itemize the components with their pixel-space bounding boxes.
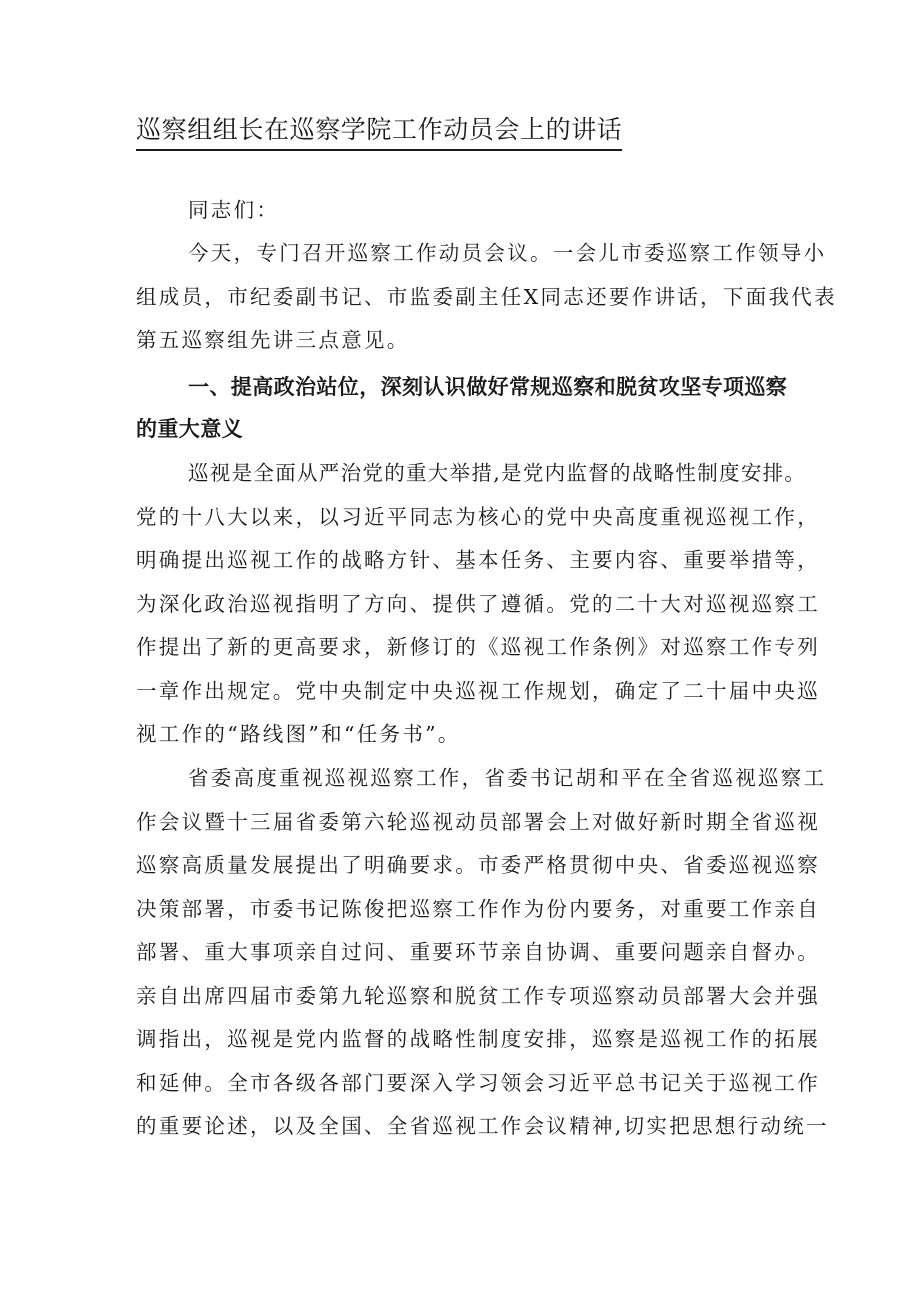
section-heading: 的重大意义 — [136, 417, 243, 441]
greeting: 同志们： — [188, 198, 280, 222]
para2-line: 作提出了新的更高要求，新修订的《巡视工作条例》对巡察工作专列 — [136, 635, 820, 659]
para1-line: 第五巡察组先讲三点意见。 — [136, 328, 410, 352]
para3-line: 作会议暨十三届省委第六轮巡视动员部署会上对做好新时期全省巡视 — [136, 810, 820, 834]
para3-line: 亲自出席四届市委第九轮巡察和脱贫工作专项巡察动员部署大会并强 — [136, 984, 820, 1008]
para2-line: 明确提出巡视工作的战略方针、基本任务、主要内容、重要举措等， — [136, 548, 820, 572]
para3-line: 部署、重大事项亲自过问、重要环节亲自协调、重要问题亲自督办。 — [136, 940, 820, 964]
para1-line: 组成员，市纪委副书记、市监委副主任X同志还要作讲话，下面我代表 — [136, 285, 837, 309]
para2-line: 为深化政治巡视指明了方向、提供了遵循。党的二十大对巡视巡察工 — [136, 592, 820, 616]
para2-line: 视工作的“路线图”和“任务书”。 — [136, 722, 461, 746]
para2-line: 巡视是全面从严治党的重大举措,是党内监督的战略性制度安排。 — [188, 461, 807, 485]
para2-line: 党的十八大以来，以习近平同志为核心的党中央高度重视巡视工作， — [136, 505, 820, 529]
para1-line: 今天，专门召开巡察工作动员会议。一会儿市委巡察工作领导小 — [188, 241, 827, 265]
para3-line: 巡察高质量发展提出了明确要求。市委严格贯彻中央、省委巡视巡察 — [136, 853, 820, 877]
para3-line: 省委高度重视巡视巡察工作，省委书记胡和平在全省巡视巡察工 — [188, 766, 827, 790]
section-heading: 一、提高政治站位，深刻认识做好常规巡察和脱贫攻坚专项巡察 — [188, 375, 788, 399]
para2-line: 一章作出规定。党中央制定中央巡视工作规划，确定了二十届中央巡 — [136, 679, 820, 703]
para3-line: 调指出，巡视是党内监督的战略性制度安排，巡察是巡视工作的拓展 — [136, 1027, 820, 1051]
para3-line: 的重要论述，以及全国、全省巡视工作会议精神,切实把思想行动统一 — [136, 1114, 829, 1138]
para3-line: 决策部署，市委书记陈俊把巡察工作作为份内要务，对重要工作亲自 — [136, 897, 820, 921]
para3-line: 和延伸。全市各级各部门要深入学习领会习近平总书记关于巡视工作 — [136, 1071, 820, 1095]
document-title: 巡察组组长在巡察学院工作动员会上的讲话 — [136, 114, 622, 151]
